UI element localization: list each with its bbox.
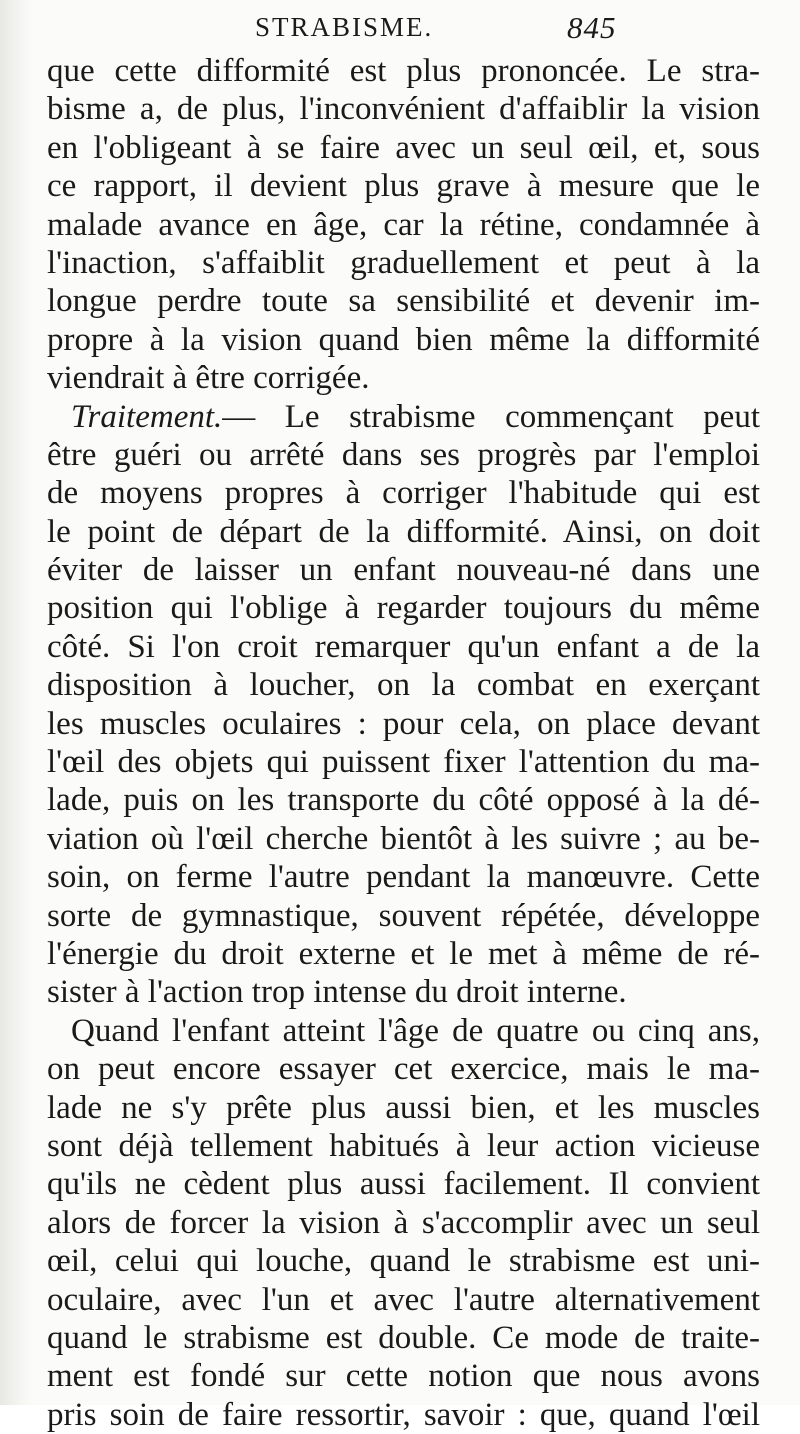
text-line: l'œil des objets qui puissent fixer l'attention du ma- [47, 744, 760, 781]
text-line: éviter de laisser un enfant nouveau-né dans une [47, 552, 760, 589]
running-head [255, 8, 775, 52]
text-line: être guéri ou arrêté dans ses progrès par l'emploi [47, 436, 760, 473]
text-line: disposition à loucher, on la combat en exerçant [47, 667, 760, 704]
text-line: alors de forcer la vision à s'accomplir avec un seul [47, 1204, 760, 1241]
section-heading-traitement: Traitement. [71, 398, 223, 435]
page-number: 845 [567, 10, 617, 45]
heading-line-rest: — Le strabisme commençant peut [222, 398, 760, 435]
text-line: propre à la vision quand bien même la difformité [47, 321, 760, 358]
text-line: pris soin de faire ressortir, savoir : que, quand l'œil [47, 1396, 760, 1433]
text-line: longue perdre toute sa sensibilité et devenir im- [47, 283, 760, 320]
body-text [47, 52, 760, 1434]
text-line: que cette difformité est plus prononcée. Le stra- [47, 53, 760, 89]
text-line: soin, on ferme l'autre pendant la manœuvre. Cette [47, 859, 760, 896]
text-line: lade, puis on les transporte du côté opposé à la dé- [47, 782, 760, 819]
text-line: quand le strabisme est double. Ce mode de traite- [47, 1319, 760, 1356]
text-line: de moyens propres à corriger l'habitude qui est [47, 475, 760, 512]
text-line: ce rapport, il devient plus grave à mesure que le [47, 168, 760, 205]
text-line: lade ne s'y prête plus aussi bien, et les muscles [47, 1089, 760, 1126]
text-line: ment est fondé sur cette notion que nous avons [47, 1358, 760, 1395]
text-line: oculaire, avec l'un et avec l'autre alternativement [47, 1281, 760, 1318]
text-line [47, 398, 760, 436]
text-line: on peut encore essayer cet exercice, mais le ma- [47, 1051, 760, 1088]
text-line: en l'obligeant à se faire avec un seul œil, et, sous [47, 129, 760, 166]
text-line: viation où l'œil cherche bientôt à les suivre ; au be- [47, 820, 760, 857]
text-line: les muscles oculaires : pour cela, on place devant [47, 705, 760, 742]
text-line: qu'ils ne cèdent plus aussi facilement. Il convient [47, 1166, 760, 1203]
text-line: sont déjà tellement habitués à leur action vicieuse [47, 1127, 760, 1164]
text-line: viendrait à être corrigée. [47, 360, 370, 397]
running-title: STRABISME. [255, 12, 434, 42]
text-line: côté. Si l'on croit remarquer qu'un enfant a de la [47, 628, 760, 665]
text-line: l'énergie du droit externe et le met à même de ré- [47, 935, 760, 972]
text-line: malade avance en âge, car la rétine, condamnée à [47, 206, 760, 243]
binding-shadow [0, 0, 34, 1405]
text-line: bisme a, de plus, l'inconvénient d'affaiblir la vision [47, 91, 760, 128]
paragraph-continuation [47, 52, 760, 398]
text-line: Quand l'enfant atteint l'âge de quatre ou cinq ans, [71, 1012, 760, 1049]
text-line: sorte de gymnastique, souvent répétée, développe [47, 897, 760, 934]
text-line: le point de départ de la difformité. Ainsi, on doit [47, 513, 760, 550]
text-line: l'inaction, s'affaiblit graduellement et peut à la [47, 244, 760, 281]
text-line: sister à l'action trop intense du droit interne. [47, 974, 627, 1011]
text-line: position qui l'oblige à regarder toujours du même [47, 590, 760, 627]
paragraph-exercice [47, 1012, 760, 1434]
text-line: œil, celui qui louche, quand le strabisme est uni- [47, 1243, 760, 1280]
paragraph-traitement [47, 398, 760, 1012]
